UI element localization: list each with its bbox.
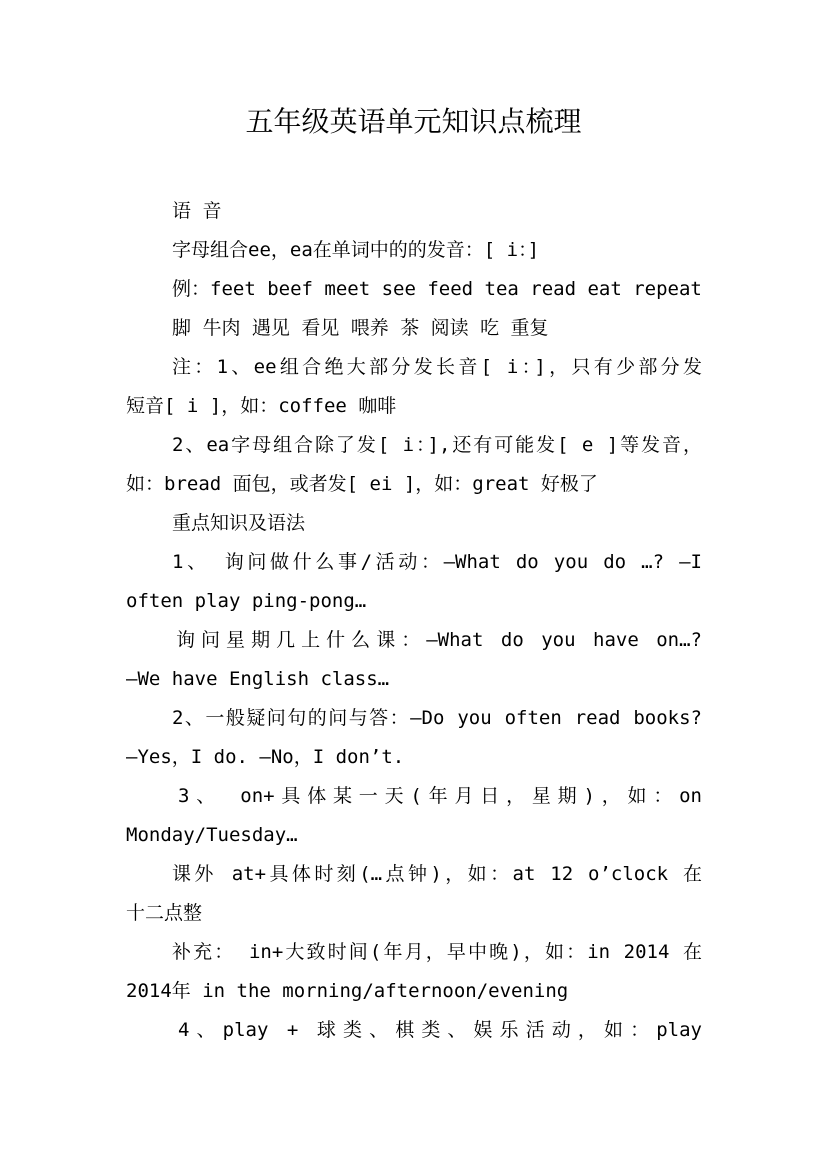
text-line: 2014年 in the morning/afternoon/evening <box>126 980 569 1002</box>
text-line: 例：feet beef meet see feed tea read eat repeat <box>172 278 702 300</box>
text-line: 短音[ i ]，如：coffee 咖啡 <box>126 395 397 417</box>
text-line: 如：bread 面包，或者发[ ei ]，如：great 好极了 <box>126 473 598 495</box>
text-line: 注：1、ee组合绝大部分发长音[ i：]，只有少部分发 <box>172 356 702 378</box>
text-line: 字母组合ee，ea在单词中的的发音：[ i：] <box>172 239 540 261</box>
text-line: 脚 牛肉 遇见 看见 喂养 茶 阅读 吃 重复 <box>172 317 549 339</box>
text-line: 2、一般疑问句的问与答：—Do you often read books? <box>172 707 702 729</box>
text-line: 课外 at+具体时刻(…点钟)，如：at 12 o’clock 在 <box>172 863 702 885</box>
text-line: —We have English class… <box>126 668 390 690</box>
page-title: 五年级英语单元知识点梳理 <box>245 105 582 138</box>
text-line: often play ping-pong… <box>126 590 367 612</box>
text-line: 4、play + 球类、棋类、娱乐活动，如：play <box>178 1019 702 1041</box>
text-line: —Yes，I do. —No，I don’t. <box>126 746 405 768</box>
text-line: 1、 询问做什么事/活动：—What do you do …? —I <box>172 551 702 573</box>
section-heading-phonetics: 语 音 <box>172 200 222 222</box>
text-line: Monday/Tuesday… <box>126 824 298 846</box>
text-line: 询问星期几上什么课：—What do you have on…? <box>176 629 702 651</box>
section-heading-grammar: 重点知识及语法 <box>172 512 306 534</box>
text-line: 补充： in+大致时间(年月，早中晚)，如：in 2014 在 <box>172 941 702 963</box>
text-line: 十二点整 <box>126 902 203 924</box>
text-line: 2、ea字母组合除了发[ i：],还有可能发[ e ]等发音， <box>172 434 702 456</box>
text-line: 3、 on+具体某一天(年月日，星期)，如：on <box>178 785 702 807</box>
